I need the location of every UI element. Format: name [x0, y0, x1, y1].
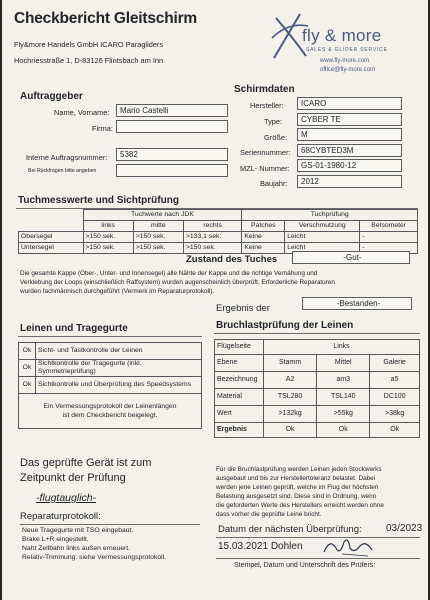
check-text: Sichtkontrolle und Überprüfung des Speedsystems	[36, 377, 202, 394]
bruchlast-text-2: ausgebaut und bis zur Herstellertoleranz belastet. Dabei	[216, 475, 376, 482]
auftragsnummer-field: 5382	[116, 148, 228, 161]
tuch-col-rechts: rechts	[183, 221, 241, 232]
signature-caption: Stempel, Datum und Unterschrift des Prüfers:	[234, 562, 376, 569]
bruchlast-text-1: Für die Bruchlastprüfung werden Leinen jeden Stockwerks	[216, 466, 382, 473]
table-cell: Keine	[242, 243, 285, 254]
tuch-col-mitte: mitte	[133, 221, 183, 232]
baujahr-field: 2012	[297, 175, 402, 188]
flugtauglich-status: -flugtauglich-	[36, 492, 97, 504]
tuch-group-row	[19, 210, 418, 221]
tuch-col-links: links	[83, 221, 133, 232]
seriennummer-field: 68CYBTED3M	[297, 144, 402, 157]
table-row	[19, 394, 202, 429]
name-label: Name, Vorname:	[54, 108, 110, 117]
tuch-text-1: Die gesamte Kappe (Ober-, Unter- und Innensegel) alle Nähte der Kappe und die richtige Vernähung und	[20, 270, 318, 277]
date-place: 15.03.2021 Dohlen	[218, 541, 303, 552]
table-cell: >150 sek.	[133, 243, 183, 254]
bruchlast-text-4: Belastung ausgesetzt sind. Diese sind in Ordnung, wenn	[216, 493, 377, 500]
bruchlast-table	[214, 339, 420, 438]
table-cell: Mittel	[317, 355, 370, 372]
table-row	[215, 406, 420, 423]
auftragsnummer-extra-field	[116, 164, 228, 177]
logo-brand: fly & more	[302, 26, 382, 45]
table-cell: >55kg	[317, 406, 370, 423]
groesse-field: M	[297, 128, 402, 141]
tuch-heading: Tuchmesswerte und Sichtprüfung	[18, 195, 179, 206]
signature-line	[216, 558, 420, 559]
tuch-group-jdk: Tuchwerte nach JDK	[83, 210, 242, 221]
table-cell: A2	[264, 372, 317, 389]
tuch-text-2: Verklebung der Loops (einschließlich Raffsystem) wurden augenscheinlich überprüft. Erforderliche Reparaturen	[20, 279, 335, 286]
row-label: Untersegel	[19, 243, 84, 254]
zustand-label: Zustand des Tuches	[186, 254, 278, 265]
tuch-col-verschmutzung: Verschmutzung	[285, 221, 360, 232]
table-cell: am3	[317, 372, 370, 389]
repair-item-1: Neue Tragegurte mit TSO eingebaut.	[22, 527, 134, 534]
name-field: Mario Castelli	[116, 104, 228, 117]
company-line-1: Fly&more Handels GmbH ICARO Paragliders	[14, 40, 164, 49]
tuch-col-betsometer: Betsometer	[360, 221, 418, 232]
table-cell: >38kg	[370, 406, 420, 423]
table-cell: Stamm	[264, 355, 317, 372]
row-label: Ebene	[215, 355, 264, 372]
table-row	[19, 360, 202, 377]
check-mark: Ok	[19, 343, 36, 360]
bruchlast-text-5: die geforderten Werte des Herstellers erreicht werden ohne	[216, 502, 384, 509]
zustand-field: -Gut-	[292, 251, 410, 264]
tuch-col-patches: Patches	[242, 221, 285, 232]
tuch-group-pruefung: Tuchprüfung	[242, 210, 418, 221]
type-field: CYBER TE	[297, 113, 402, 126]
document-title: Checkbericht Gleitschirm	[14, 10, 197, 27]
check-text: Sicht- und Tastkontrolle der Leinen	[36, 343, 202, 360]
table-row	[215, 389, 420, 406]
leinen-table	[18, 342, 202, 429]
row-label: Obersegel	[19, 232, 84, 243]
firma-label: Firma:	[92, 124, 113, 133]
tuch-corner-cell	[19, 210, 84, 221]
table-row	[19, 377, 202, 394]
protokoll-note: Ein Vermessungsprotokoll der Leinenlängen ist dem Checkbericht beigelegt.	[19, 394, 202, 429]
result-line-1: Das geprüfte Gerät ist zum	[20, 457, 152, 469]
table-row	[215, 355, 420, 372]
repair-item-3: Naht Zellbahn links außen erneuert.	[22, 545, 131, 552]
table-cell: TSL280	[264, 389, 317, 406]
leinen-heading: Leinen und Tragegurte	[20, 323, 128, 334]
table-cell: Keine	[242, 232, 285, 243]
table-cell: -	[360, 243, 418, 254]
rueckfragen-note: Bei Rückfragen bitte angeben	[28, 168, 97, 174]
tuch-text-3: wurden fachmännisch durchgeführt (Vermerk im Reparaturprotokoll).	[20, 288, 215, 295]
table-cell: >133,1 sek.	[183, 232, 241, 243]
reparatur-divider	[20, 524, 200, 525]
tuch-column-header-row	[19, 221, 418, 232]
leinen-divider	[18, 336, 202, 337]
row-label: Bezeichnung	[215, 372, 264, 389]
type-label: Type:	[264, 117, 283, 126]
table-cell: DC100	[370, 389, 420, 406]
repair-item-2: Brake L+R eingestellt.	[22, 536, 89, 543]
signature-icon	[320, 534, 380, 560]
bruchlast-text-6: dass vorher die geprüfte Leine bricht.	[216, 511, 322, 518]
auftragsnummer-label: Interne Auftragsnummer:	[26, 153, 108, 162]
table-row	[215, 340, 420, 355]
bruchlast-text-3: werden jene Leinen geprüft, welche im Flug der höchsten	[216, 484, 379, 491]
table-cell: >150 sek.	[183, 243, 241, 254]
schirmdaten-heading: Schirmdaten	[234, 84, 295, 95]
logo-web: www.fly-more.com	[320, 58, 370, 64]
row-label: Ergebnis	[215, 423, 264, 438]
logo-tagline: SALES & GLIDER SERVICE	[306, 47, 388, 53]
table-row	[215, 372, 420, 389]
table-cell: >132kg	[264, 406, 317, 423]
table-cell: Ok	[317, 423, 370, 438]
table-cell: >150 sek.	[133, 232, 183, 243]
table-cell: >150 sek.	[83, 232, 133, 243]
company-line-2: Hochriesstraße 1, D-83126 Flintsbach am Inn	[14, 56, 164, 65]
links-header: Links	[264, 340, 420, 355]
fluegelseite-label: Flügelseite	[215, 340, 264, 355]
firma-field	[116, 120, 228, 133]
logo-email: office@fly-more.com	[320, 67, 375, 73]
next-check-line	[216, 537, 420, 538]
check-text: Sichtkontrolle der Tragegurte (inkl. Symmetrieprüfung)	[36, 360, 202, 377]
hersteller-field: ICARO	[297, 97, 402, 110]
table-cell: Leicht	[285, 232, 360, 243]
table-cell: Galerie	[370, 355, 420, 372]
table-cell: Leicht	[285, 243, 360, 254]
mzl-field: GS-01-1980-12	[297, 159, 402, 172]
table-row	[215, 423, 420, 438]
tuch-table	[18, 209, 418, 254]
table-cell: Ok	[264, 423, 317, 438]
groesse-label: Größe:	[264, 133, 287, 142]
ergebnis-label: Ergebnis der	[216, 303, 270, 314]
table-cell: TSL140	[317, 389, 370, 406]
checkbericht-document	[2, 0, 428, 600]
table-cell: >150 sek.	[83, 243, 133, 254]
bruchlast-heading: Bruchlastprüfung der Leinen	[216, 320, 354, 331]
table-cell: a5	[370, 372, 420, 389]
table-row	[19, 232, 418, 243]
next-check-value: 03/2023	[386, 523, 423, 534]
row-label: Wert	[215, 406, 264, 423]
table-row	[19, 343, 202, 360]
mzl-label: MZL- Nummer:	[240, 164, 290, 173]
tuch-header-blank	[19, 221, 84, 232]
check-mark: Ok	[19, 377, 36, 394]
table-cell: Ok	[370, 423, 420, 438]
ergebnis-field: -Bestanden-	[302, 297, 412, 310]
reparatur-heading: Reparaturprotokoll:	[20, 511, 101, 522]
table-cell: -	[360, 232, 418, 243]
baujahr-label: Baujahr:	[260, 179, 288, 188]
bruchlast-divider	[214, 333, 420, 334]
seriennummer-label: Seriennummer:	[240, 148, 291, 157]
auftraggeber-heading: Auftraggeber	[20, 91, 83, 102]
check-mark: Ok	[19, 360, 36, 377]
result-line-2: Zeitpunkt der Prüfung	[20, 472, 126, 484]
row-label: Material	[215, 389, 264, 406]
repair-item-4: Relativ-Trimmung: siehe Vermessungsprotokoll.	[22, 554, 167, 561]
hersteller-label: Hersteller:	[250, 101, 284, 110]
next-check-label: Datum der nächsten Überprüfung:	[218, 524, 362, 535]
